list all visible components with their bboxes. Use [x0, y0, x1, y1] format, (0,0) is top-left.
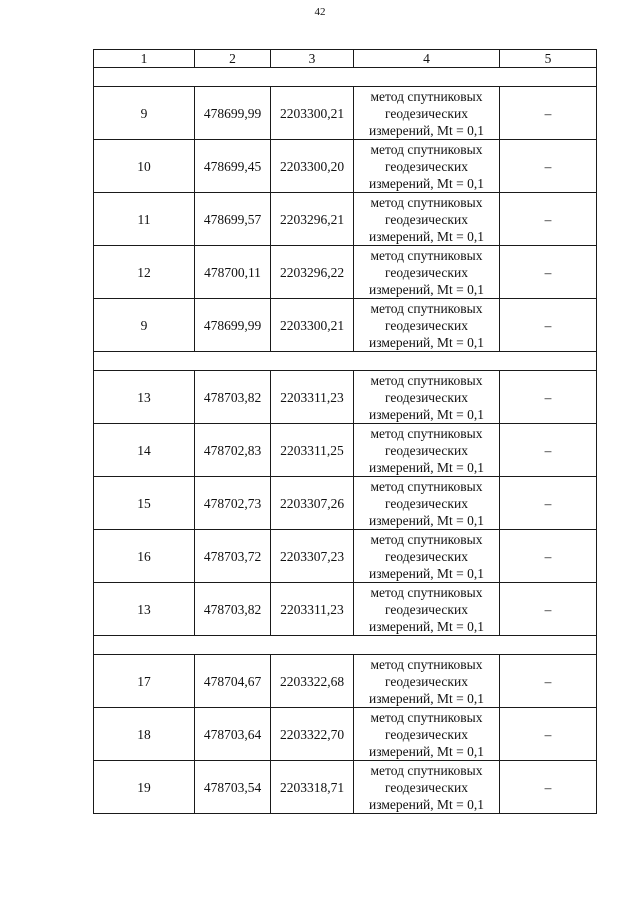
- method-line: геодезических: [385, 726, 468, 742]
- method-line: геодезических: [385, 779, 468, 795]
- method-line: метод спутниковых: [370, 141, 483, 157]
- note-cell: –: [500, 246, 597, 299]
- table-row: [94, 424, 597, 477]
- note-cell: –: [500, 371, 597, 424]
- method-line: геодезических: [385, 264, 468, 280]
- y-coordinate-cell: 2203300,21: [271, 299, 354, 352]
- method-line: геодезических: [385, 548, 468, 564]
- method-line: геодезических: [385, 389, 468, 405]
- method-line: измерений, Mt = 0,1: [368, 459, 485, 475]
- x-coordinate-cell: 478699,99: [195, 299, 271, 352]
- note-cell: –: [500, 424, 597, 477]
- table-row: [94, 140, 597, 193]
- method-line: измерений, Mt = 0,1: [368, 175, 485, 191]
- table-row: [94, 299, 597, 352]
- x-coordinate-cell: 478702,83: [195, 424, 271, 477]
- table-row: [94, 530, 597, 583]
- x-coordinate-cell: 478704,67: [195, 655, 271, 708]
- method-line: метод спутниковых: [370, 709, 483, 725]
- method-cell: [354, 140, 500, 193]
- method-cell: [354, 87, 500, 140]
- x-coordinate-cell: 478703,72: [195, 530, 271, 583]
- x-coordinate-cell: 478702,73: [195, 477, 271, 530]
- method-line: измерений, Mt = 0,1: [368, 690, 485, 706]
- method-line: измерений, Mt = 0,1: [368, 565, 485, 581]
- table-row: [94, 246, 597, 299]
- method-cell: [354, 477, 500, 530]
- method-line: метод спутниковых: [370, 247, 483, 263]
- note-cell: –: [500, 140, 597, 193]
- separator-cell: [94, 636, 597, 655]
- note-cell: –: [500, 655, 597, 708]
- y-coordinate-cell: 2203307,26: [271, 477, 354, 530]
- note-cell: –: [500, 87, 597, 140]
- separator-row: [94, 68, 597, 87]
- method-line: геодезических: [385, 211, 468, 227]
- x-coordinate-cell: 478700,11: [195, 246, 271, 299]
- y-coordinate-cell: 2203318,71: [271, 761, 354, 814]
- method-line: измерений, Mt = 0,1: [368, 228, 485, 244]
- point-number-cell: 13: [94, 583, 195, 636]
- point-number-cell: 13: [94, 371, 195, 424]
- x-coordinate-cell: 478703,64: [195, 708, 271, 761]
- method-line: геодезических: [385, 673, 468, 689]
- method-line: метод спутниковых: [370, 425, 483, 441]
- x-coordinate-cell: 478703,82: [195, 371, 271, 424]
- table-row: [94, 87, 597, 140]
- x-coordinate-cell: 478703,54: [195, 761, 271, 814]
- method-line: метод спутниковых: [370, 300, 483, 316]
- note-cell: –: [500, 708, 597, 761]
- separator-row: [94, 352, 597, 371]
- point-number-cell: 19: [94, 761, 195, 814]
- method-line: геодезических: [385, 442, 468, 458]
- method-cell: [354, 708, 500, 761]
- method-line: измерений, Mt = 0,1: [368, 406, 485, 422]
- point-number-cell: 10: [94, 140, 195, 193]
- x-coordinate-cell: 478703,82: [195, 583, 271, 636]
- y-coordinate-cell: 2203296,22: [271, 246, 354, 299]
- point-number-cell: 18: [94, 708, 195, 761]
- point-number-cell: 15: [94, 477, 195, 530]
- method-line: измерений, Mt = 0,1: [368, 512, 485, 528]
- column-header: 3: [271, 50, 354, 68]
- method-line: метод спутниковых: [370, 88, 483, 104]
- method-line: метод спутниковых: [370, 584, 483, 600]
- table-row: [94, 193, 597, 246]
- method-line: измерений, Mt = 0,1: [368, 618, 485, 634]
- method-line: геодезических: [385, 601, 468, 617]
- column-header: 5: [500, 50, 597, 68]
- method-line: метод спутниковых: [370, 656, 483, 672]
- table-row: [94, 708, 597, 761]
- method-line: метод спутниковых: [370, 531, 483, 547]
- table-body: [94, 68, 597, 814]
- method-line: метод спутниковых: [370, 372, 483, 388]
- method-line: измерений, Mt = 0,1: [368, 281, 485, 297]
- point-number-cell: 11: [94, 193, 195, 246]
- table-row: [94, 371, 597, 424]
- x-coordinate-cell: 478699,99: [195, 87, 271, 140]
- y-coordinate-cell: 2203307,23: [271, 530, 354, 583]
- method-line: метод спутниковых: [370, 194, 483, 210]
- note-cell: –: [500, 761, 597, 814]
- note-cell: –: [500, 530, 597, 583]
- coordinates-table: [93, 49, 597, 814]
- separator-row: [94, 636, 597, 655]
- separator-cell: [94, 352, 597, 371]
- point-number-cell: 9: [94, 299, 195, 352]
- table-row: [94, 477, 597, 530]
- note-cell: –: [500, 583, 597, 636]
- method-line: метод спутниковых: [370, 478, 483, 494]
- point-number-cell: 12: [94, 246, 195, 299]
- method-cell: [354, 583, 500, 636]
- x-coordinate-cell: 478699,57: [195, 193, 271, 246]
- column-header: 4: [354, 50, 500, 68]
- method-cell: [354, 193, 500, 246]
- y-coordinate-cell: 2203322,68: [271, 655, 354, 708]
- column-header: 2: [195, 50, 271, 68]
- note-cell: –: [500, 477, 597, 530]
- y-coordinate-cell: 2203300,21: [271, 87, 354, 140]
- table-row: [94, 655, 597, 708]
- method-line: измерений, Mt = 0,1: [368, 796, 485, 812]
- method-line: измерений, Mt = 0,1: [368, 334, 485, 350]
- page-number: 42: [314, 6, 326, 18]
- note-cell: –: [500, 299, 597, 352]
- method-cell: [354, 761, 500, 814]
- point-number-cell: 9: [94, 87, 195, 140]
- method-line: измерений, Mt = 0,1: [368, 122, 485, 138]
- method-cell: [354, 371, 500, 424]
- point-number-cell: 16: [94, 530, 195, 583]
- table-row: [94, 761, 597, 814]
- x-coordinate-cell: 478699,45: [195, 140, 271, 193]
- point-number-cell: 14: [94, 424, 195, 477]
- column-header: 1: [94, 50, 195, 68]
- method-line: геодезических: [385, 495, 468, 511]
- y-coordinate-cell: 2203311,23: [271, 583, 354, 636]
- separator-cell: [94, 68, 597, 87]
- y-coordinate-cell: 2203322,70: [271, 708, 354, 761]
- y-coordinate-cell: 2203300,20: [271, 140, 354, 193]
- method-line: геодезических: [385, 105, 468, 121]
- point-number-cell: 17: [94, 655, 195, 708]
- method-cell: [354, 246, 500, 299]
- method-cell: [354, 530, 500, 583]
- table-header: [94, 50, 597, 68]
- y-coordinate-cell: 2203311,23: [271, 371, 354, 424]
- method-cell: [354, 299, 500, 352]
- note-cell: –: [500, 193, 597, 246]
- y-coordinate-cell: 2203296,21: [271, 193, 354, 246]
- method-line: геодезических: [385, 158, 468, 174]
- method-line: измерений, Mt = 0,1: [368, 743, 485, 759]
- method-line: метод спутниковых: [370, 762, 483, 778]
- table-row: [94, 583, 597, 636]
- method-cell: [354, 655, 500, 708]
- y-coordinate-cell: 2203311,25: [271, 424, 354, 477]
- method-line: геодезических: [385, 317, 468, 333]
- method-cell: [354, 424, 500, 477]
